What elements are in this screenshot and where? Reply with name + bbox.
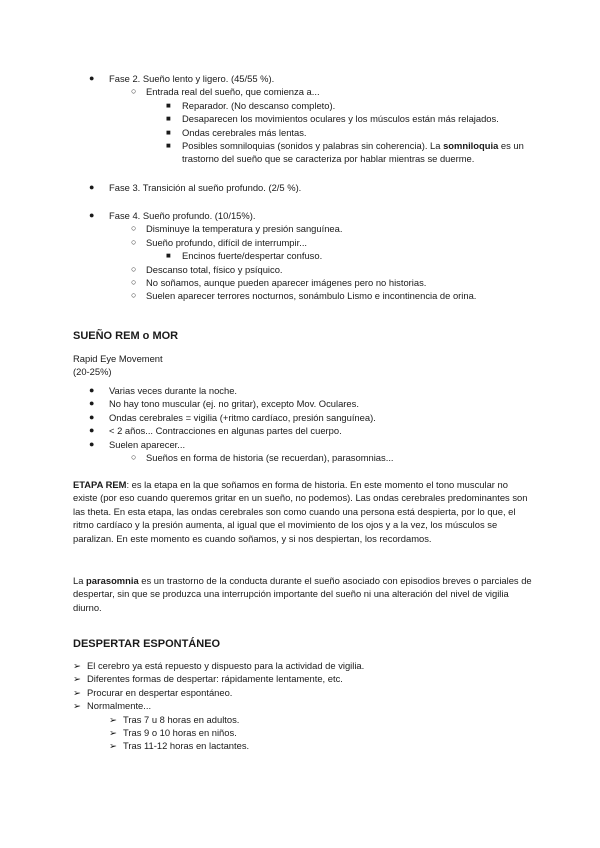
fase3-block — [0, 181, 600, 194]
list-item-text: Sueño profundo, difícil de interrumpir... — [146, 236, 308, 248]
bullet-square-icon: ■ — [166, 127, 171, 137]
list-item-text: Varias veces durante la noche. — [109, 385, 238, 396]
somniloquia-text: Posibles somniloquias (sonidos y palabras sin coherencia). La somniloquia es un trastorno del sueño que se caracteriza por hablar mientras se duerme. — [182, 140, 524, 165]
bullet-circle-icon: ○ — [131, 277, 137, 288]
despertar-section — [0, 638, 600, 651]
list-item-text: Sueños en forma de historia (se recuerdan), parasomnias... — [146, 452, 394, 464]
etapa-rem-block — [0, 478, 600, 545]
list-item — [0, 222, 600, 235]
bullet-circle-icon: ○ — [131, 263, 137, 274]
rem-list — [0, 384, 600, 464]
bullet-circle-icon: ○ — [131, 223, 137, 234]
list-item — [0, 411, 600, 424]
bullet-disc-icon: ● — [89, 73, 95, 83]
parasomnia-term: parasomnia — [86, 575, 139, 586]
list-item-text: Suelen aparecer terrores nocturnos, sonámbulo Lismo e incontinencia de orina. — [146, 290, 477, 302]
bullet-disc-icon: ● — [89, 182, 95, 192]
list-item-text: Tras 7 u 8 horas en adultos. — [123, 713, 240, 725]
arrow-bullet-icon: ➢ — [109, 727, 117, 739]
list-item-text: Ondas cerebrales = vigilia (+ritmo cardíaco, presión sanguínea). — [109, 411, 376, 423]
fase4-text: Fase 4. Sueño profundo. (10/15%). — [109, 210, 256, 221]
list-item-text: El cerebro ya está repuesto y dispuesto para la actividad de vigilia. — [87, 660, 365, 671]
list-item — [0, 139, 600, 166]
fase3-text: Fase 3. Transición al sueño profundo. (2/5 %). — [109, 182, 302, 193]
bullet-circle-icon: ○ — [131, 236, 137, 247]
list-item-text: Procurar en despertar espontáneo. — [87, 686, 233, 698]
bullet-circle-icon: ○ — [131, 452, 137, 463]
arrow-bullet-icon: ➢ — [73, 700, 81, 712]
parasomnia-paragraph: La parasomnia es un trastorno de la conducta durante el sueño asociado con episodios breves o parciales de despertar, sin que se produzca una interrupción importante del sueño ni una alteración del nivel de vigilia diurno. — [73, 575, 532, 613]
list-item — [0, 397, 600, 410]
fase2-text: Fase 2. Sueño lento y ligero. (45/55 %). — [109, 73, 275, 84]
fase4-block — [0, 209, 600, 303]
fase2-block — [0, 72, 600, 166]
list-item — [0, 126, 600, 139]
bullet-circle-icon: ○ — [131, 290, 137, 301]
arrow-bullet-icon: ➢ — [73, 660, 81, 671]
list-item — [0, 85, 600, 98]
list-item-text: Suelen aparecer... — [109, 438, 186, 450]
section-heading: DESPERTAR ESPONTÁNEO — [73, 638, 221, 650]
parasomnia-block — [0, 574, 600, 614]
list-item — [0, 699, 600, 712]
list-item-text: Diferentes formas de despertar: rápidamente lentamente, etc. — [87, 673, 343, 685]
list-item-text: No hay tono muscular (ej. no gritar), excepto Mov. Oculares. — [109, 398, 359, 410]
bullet-disc-icon: ● — [89, 210, 95, 220]
list-item-text: Desaparecen los movimientos oculares y los músculos están más relajados. — [182, 113, 499, 125]
list-item — [0, 72, 600, 85]
bullet-disc-icon: ● — [89, 398, 95, 409]
bullet-circle-icon: ○ — [131, 86, 137, 97]
list-item-text: Descanso total, físico y psíquico. — [146, 263, 283, 275]
list-item — [0, 209, 600, 222]
bullet-square-icon: ■ — [166, 141, 171, 151]
list-item — [0, 672, 600, 685]
list-item — [0, 99, 600, 112]
list-item — [0, 739, 600, 752]
bullet-square-icon: ■ — [166, 251, 171, 261]
list-item — [0, 384, 600, 397]
list-item-text: Ondas cerebrales más lentas. — [182, 126, 307, 138]
list-item-text: Tras 11-12 horas en lactantes. — [123, 740, 250, 752]
list-item-text: Reparador. (No descanso completo). — [182, 99, 336, 111]
bullet-disc-icon: ● — [89, 438, 95, 449]
list-item — [0, 726, 600, 739]
arrow-bullet-icon: ➢ — [73, 673, 81, 685]
list-item — [0, 276, 600, 289]
etapa-rem-paragraph: ETAPA REM: es la etapa en la que soñamos en forma de historia. En este momento el tono muscular no existe (por eso cuando queremos gritar en un sueño, no podemos). Las ondas cerebrales predominantes son las theta. En esta etapa, las ondas cerebrales son como cuando una persona está despierta, por lo que, el ritmo cardíaco y la presión aumenta, al igual que el movimiento de los ojos y a la vez, los músculos se paralizan. En este momento es cuando soñamos, y si nos despiertan, los recordamos. — [73, 479, 528, 544]
list-item — [0, 438, 600, 451]
list-item-text: No soñamos, aunque pueden aparecer imágenes pero no historias. — [146, 277, 427, 289]
arrow-bullet-icon: ➢ — [73, 686, 81, 698]
arrow-bullet-icon: ➢ — [109, 740, 117, 752]
list-item — [0, 249, 600, 262]
list-item-text: Tras 9 o 10 horas en niños. — [123, 727, 237, 739]
despertar-list — [0, 659, 600, 753]
list-item-text: Normalmente... — [87, 700, 152, 712]
rem-section — [0, 330, 600, 343]
list-item — [0, 112, 600, 125]
bullet-disc-icon: ● — [89, 385, 95, 395]
list-item — [0, 263, 600, 276]
list-item — [0, 659, 600, 672]
list-item-text: Encinos fuerte/despertar confuso. — [182, 250, 323, 262]
list-item — [0, 686, 600, 699]
list-item-text: Disminuye la temperatura y presión sanguínea. — [146, 223, 343, 235]
rem-subtitle-block — [0, 352, 600, 379]
list-item-text: < 2 años... Contracciones en algunas partes del cuerpo. — [109, 425, 342, 437]
list-item — [0, 289, 600, 302]
etapa-rem-label: ETAPA REM — [73, 479, 127, 490]
list-item — [0, 713, 600, 726]
somniloquia-term: somniloquia — [443, 140, 499, 152]
bullet-disc-icon: ● — [89, 425, 95, 436]
list-item — [0, 451, 600, 464]
bullet-square-icon: ■ — [166, 114, 171, 124]
fase2-sub-text: Entrada real del sueño, que comienza a... — [146, 86, 320, 98]
list-item — [0, 236, 600, 249]
bullet-disc-icon: ● — [89, 411, 95, 422]
list-item — [0, 424, 600, 437]
section-heading: SUEÑO REM o MOR — [73, 330, 179, 342]
rem-percent: (20-25%) — [73, 366, 112, 378]
arrow-bullet-icon: ➢ — [109, 713, 117, 725]
rem-subtitle: Rapid Eye Movement — [73, 353, 163, 364]
bullet-square-icon: ■ — [166, 100, 171, 110]
list-item — [0, 181, 600, 194]
